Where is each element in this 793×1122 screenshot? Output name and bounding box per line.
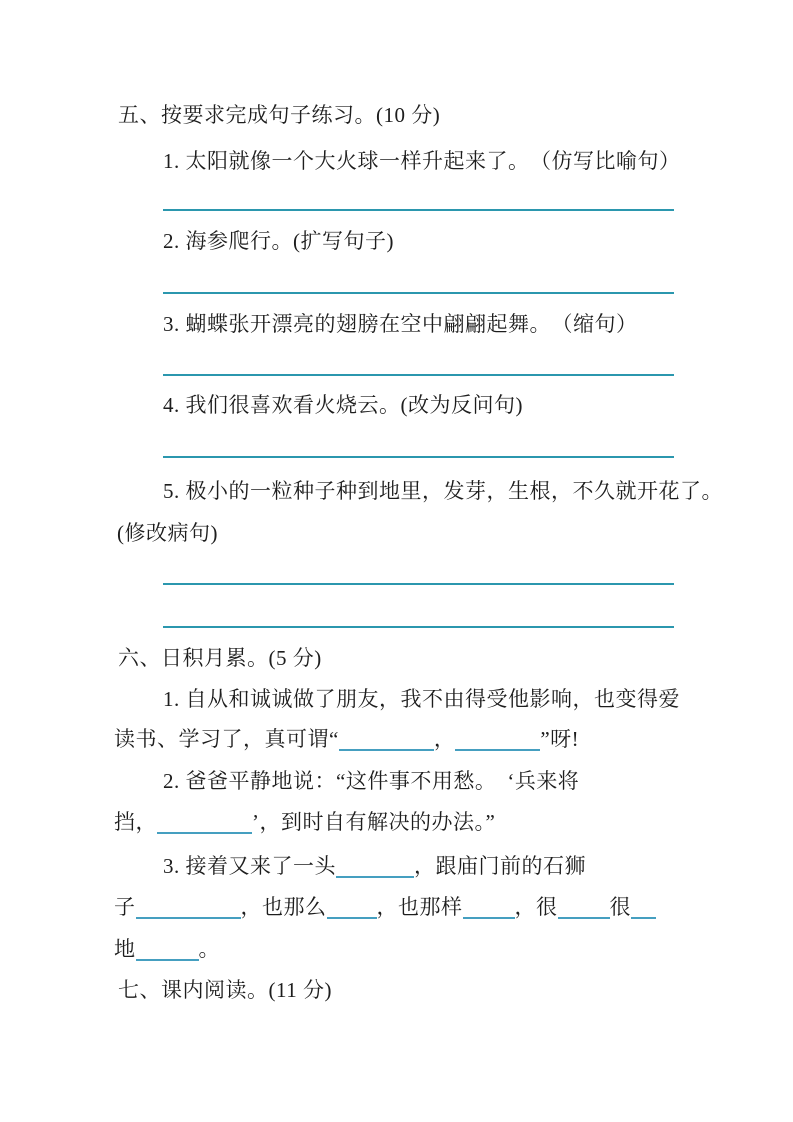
question-6-3-line1 (163, 853, 586, 880)
text-run: 很 (609, 895, 631, 919)
fill-in-blank-6-2 (157, 832, 252, 834)
question-5-3: 3. 蝴蝶张开漂亮的翅膀在空中翩翩起舞。 （缩句） (163, 312, 638, 336)
fill-in-blank-6-1-a (339, 749, 434, 751)
text-run: 读书、学习了，真可谓“ (114, 727, 339, 751)
question-5-5-line2: (修改病句) (117, 521, 218, 545)
answer-line-5-4 (163, 456, 674, 458)
text-run: 挡， (114, 810, 157, 834)
fill-in-blank-6-3-e (558, 917, 610, 919)
text-run: ，也那么 (240, 895, 327, 919)
question-6-2-line2 (114, 809, 495, 836)
question-6-1-line2 (114, 726, 579, 753)
text-run: ”呀! (540, 727, 580, 751)
section-6-header: 六、日积月累。(5 分) (118, 646, 322, 670)
answer-line-5-3 (163, 374, 674, 376)
answer-line-5-5-b (163, 626, 674, 628)
question-5-1: 1. 太阳就像一个大火球一样升起来了。 （仿写比喻句） (163, 149, 681, 173)
fill-in-blank-6-1-b (455, 749, 540, 751)
question-6-3-line2 (114, 894, 656, 921)
answer-line-5-2 (163, 292, 674, 294)
text-run: 地 (114, 937, 136, 961)
question-6-2-line1: 2. 爸爸平静地说：“这件事不用愁。 ‘兵来将 (163, 769, 580, 793)
section-5-header: 五、按要求完成句子练习。(10 分) (118, 103, 441, 127)
fill-in-blank-6-3-d (463, 917, 515, 919)
fill-in-blank-6-3-c (327, 917, 377, 919)
text-run: ，很 (514, 895, 558, 919)
section-7-header: 七、课内阅读。(11 分) (118, 978, 332, 1002)
question-5-4: 4. 我们很喜欢看火烧云。(改为反问句) (163, 393, 523, 417)
question-5-2: 2. 海参爬行。(扩写句子) (163, 229, 394, 253)
text-run: ，跟庙门前的石狮 (414, 854, 586, 878)
answer-line-5-5-a (163, 583, 674, 585)
question-6-3-line3 (114, 936, 220, 963)
fill-in-blank-6-3-f (631, 917, 656, 919)
text-run: ’，到时自有解决的办法。” (252, 810, 496, 834)
fill-in-blank-6-3-b (136, 917, 241, 919)
text-run: 3. 接着又来了一头 (163, 854, 336, 878)
fill-in-blank-6-3-a (336, 876, 414, 878)
question-6-1-line1: 1. 自从和诚诚做了朋友，我不由得受他影响，也变得爱 (163, 687, 680, 711)
question-5-5-line1: 5. 极小的一粒种子种到地里，发芽，生根，不久就开花了。 (163, 479, 723, 503)
answer-line-5-1 (163, 209, 674, 211)
text-run: 子 (114, 895, 136, 919)
text-run: ，也那样 (376, 895, 463, 919)
fill-in-blank-6-3-g (136, 959, 199, 961)
text-run: 。 (198, 937, 220, 961)
text-run: ， (433, 727, 456, 751)
